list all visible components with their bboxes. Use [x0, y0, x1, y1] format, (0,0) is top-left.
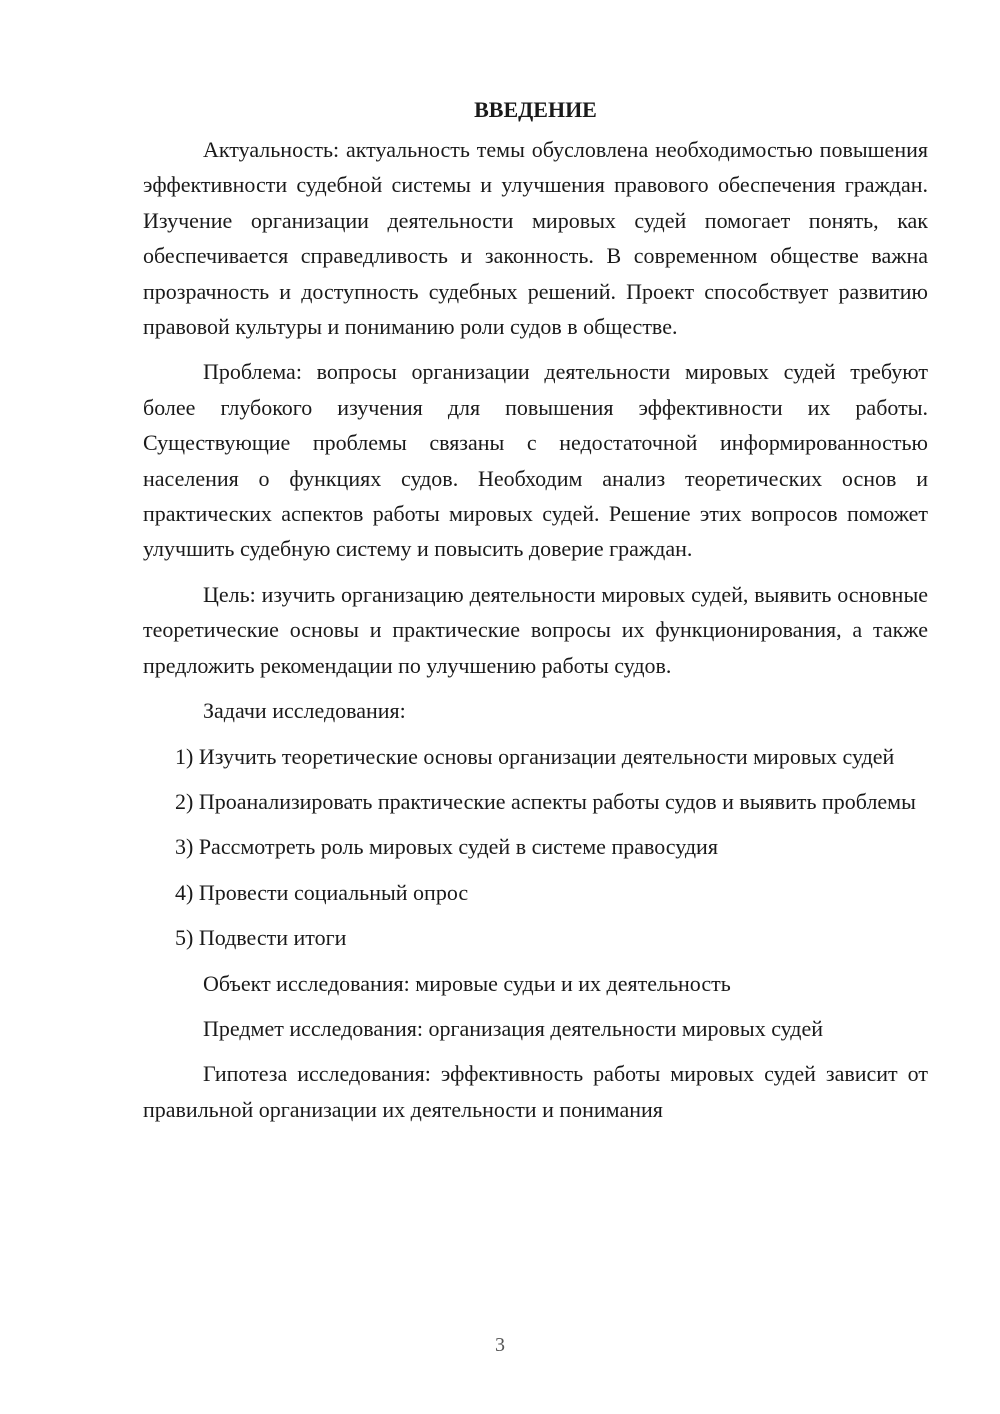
paragraph-object: Объект исследования: мировые судьи и их деятельность	[203, 970, 731, 996]
paragraph-hypothesis: Гипотеза исследования: эффективность работы мировых судей зависит от правильной организации их деятельности и понимания	[143, 1061, 928, 1122]
paragraph-subject: Предмет исследования: организация деятельности мировых судей	[203, 1015, 824, 1041]
document-page	[143, 92, 928, 1137]
task-item-3: 3) Рассмотреть роль мировых судей в системе правосудия	[175, 834, 718, 860]
paragraph-goal: Цель: изучить организацию деятельности мировых судей, выявить основные теоретические основы и практические вопросы их функционирования, а также предложить рекомендации по улучшению работы судов.	[143, 581, 928, 678]
task-item-4: 4) Провести социальный опрос	[175, 879, 469, 905]
task-item-1: 1) Изучить теоретические основы организации деятельности мировых судей	[175, 743, 895, 769]
paragraph-problem: Проблема: вопросы организации деятельности мировых судей требуют более глубокого изучения для повышения эффективности их работы. Существующие проблемы связаны с недостаточной информированностью населения о функциях судов. Необходим анализ теоретических основ и практических аспектов работы мировых судей. Решение этих вопросов поможет улучшить судебную систему и повысить доверие граждан.	[143, 359, 928, 562]
task-item-2: 2) Проанализировать практические аспекты работы судов и выявить проблемы	[175, 788, 916, 814]
task-item-5: 5) Подвести итоги	[175, 925, 347, 951]
page-title: ВВЕДЕНИЕ	[474, 97, 597, 122]
paragraph-relevance: Актуальность: актуальность темы обусловлена необходимостью повышения эффективности судебной системы и улучшения правового обеспечения граждан. Изучение организации деятельности мировых судей помогает понять, как обеспечивается справедливость и законность. В современном обществе важна прозрачность и доступность судебных решений. Проект способствует развитию правовой культуры и пониманию роли судов в обществе.	[143, 137, 928, 340]
tasks-heading: Задачи исследования:	[203, 698, 406, 724]
page-number: 3	[495, 1334, 505, 1356]
